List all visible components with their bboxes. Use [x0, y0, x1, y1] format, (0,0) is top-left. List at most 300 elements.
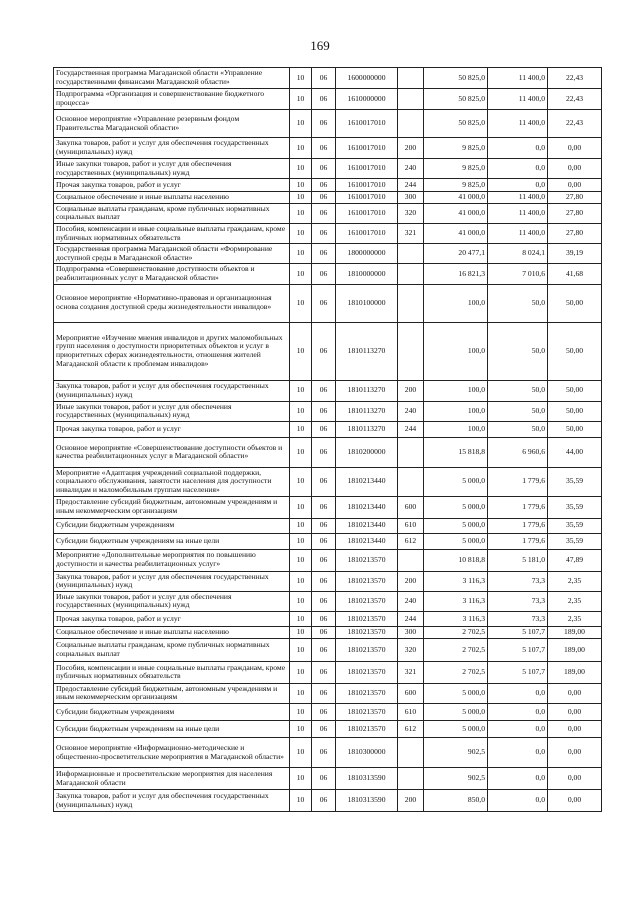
- row-fact: 0,0: [488, 179, 548, 192]
- row-subsection: 06: [312, 192, 336, 204]
- row-fact: 0,0: [488, 138, 548, 159]
- row-plan: 9 825,0: [424, 159, 488, 179]
- row-plan: 50 825,0: [424, 110, 488, 138]
- row-expense-type: [398, 68, 424, 89]
- row-target-code: 1610017010: [336, 159, 398, 179]
- row-subsection: 06: [312, 264, 336, 284]
- row-name: Иные закупки товаров, работ и услуг для обеспечения государственных (муниципальных) нужд: [54, 401, 290, 421]
- row-section: 10: [290, 626, 312, 638]
- row-target-code: 1810213440: [336, 533, 398, 549]
- row-section: 10: [290, 518, 312, 533]
- row-expense-type: 610: [398, 518, 424, 533]
- row-section: 10: [290, 591, 312, 611]
- row-subsection: 06: [312, 790, 336, 812]
- row-target-code: 1810213570: [336, 611, 398, 626]
- row-section: 10: [290, 533, 312, 549]
- row-section: 10: [290, 322, 312, 380]
- row-name: Прочая закупка товаров, работ и услуг: [54, 611, 290, 626]
- row-expense-type: 600: [398, 683, 424, 703]
- row-section: 10: [290, 467, 312, 496]
- row-target-code: 1810313590: [336, 768, 398, 790]
- row-subsection: 06: [312, 284, 336, 322]
- table-row: [54, 110, 602, 138]
- row-fact: 0,0: [488, 721, 548, 738]
- row-name: Прочая закупка товаров, работ и услуг: [54, 179, 290, 192]
- row-expense-type: [398, 264, 424, 284]
- page-number: 169: [310, 38, 330, 53]
- row-name: Социальные выплаты гражданам, кроме публичных нормативных социальных выплат: [54, 638, 290, 661]
- row-name: Предоставление субсидий бюджетным, автономным учреждениям и иным некоммерческим организациям: [54, 496, 290, 518]
- row-name: Закупка товаров, работ и услуг для обеспечения государственных (муниципальных) нужд: [54, 138, 290, 159]
- row-percent: 22,43: [548, 89, 602, 110]
- row-fact: 50,0: [488, 322, 548, 380]
- row-fact: 1 779,6: [488, 467, 548, 496]
- row-percent: 0,00: [548, 738, 602, 768]
- row-expense-type: 300: [398, 192, 424, 204]
- row-section: 10: [290, 192, 312, 204]
- row-name: Подпрограмма «Организация и совершенствование бюджетного процесса»: [54, 89, 290, 110]
- row-plan: 50 825,0: [424, 68, 488, 89]
- row-target-code: 1810213440: [336, 496, 398, 518]
- row-fact: 0,0: [488, 790, 548, 812]
- row-target-code: 1610000000: [336, 89, 398, 110]
- row-section: 10: [290, 110, 312, 138]
- row-fact: 11 400,0: [488, 89, 548, 110]
- row-subsection: 06: [312, 68, 336, 89]
- row-section: 10: [290, 223, 312, 243]
- row-section: 10: [290, 549, 312, 571]
- row-percent: 0,00: [548, 683, 602, 703]
- row-target-code: 1610017010: [336, 110, 398, 138]
- row-expense-type: [398, 244, 424, 264]
- table-row: [54, 518, 602, 533]
- row-expense-type: 244: [398, 179, 424, 192]
- row-expense-type: 244: [398, 611, 424, 626]
- row-section: 10: [290, 138, 312, 159]
- row-section: 10: [290, 401, 312, 421]
- row-percent: 27,80: [548, 223, 602, 243]
- row-subsection: 06: [312, 203, 336, 223]
- row-plan: 2 702,5: [424, 661, 488, 683]
- row-plan: 5 000,0: [424, 518, 488, 533]
- row-percent: 0,00: [548, 721, 602, 738]
- row-expense-type: 200: [398, 138, 424, 159]
- row-section: 10: [290, 203, 312, 223]
- row-target-code: 1600000000: [336, 68, 398, 89]
- row-name: Основное мероприятие «Управление резервным фондом Правительства Магаданской области»: [54, 110, 290, 138]
- row-name: Иные закупки товаров, работ и услуг для обеспечения государственных (муниципальных) нужд: [54, 591, 290, 611]
- row-plan: 20 477,1: [424, 244, 488, 264]
- row-plan: 2 702,5: [424, 626, 488, 638]
- row-section: 10: [290, 496, 312, 518]
- row-expense-type: 200: [398, 571, 424, 591]
- row-percent: 50,00: [548, 322, 602, 380]
- row-section: 10: [290, 704, 312, 721]
- row-percent: 0,00: [548, 704, 602, 721]
- row-target-code: 1610017010: [336, 138, 398, 159]
- row-fact: 5 107,7: [488, 626, 548, 638]
- table-row: [54, 591, 602, 611]
- row-target-code: 1810213570: [336, 721, 398, 738]
- row-plan: 100,0: [424, 421, 488, 437]
- row-plan: 5 000,0: [424, 533, 488, 549]
- row-percent: 35,59: [548, 496, 602, 518]
- row-plan: 3 116,3: [424, 571, 488, 591]
- table-row: [54, 203, 602, 223]
- row-expense-type: [398, 322, 424, 380]
- row-section: 10: [290, 661, 312, 683]
- row-target-code: 1610017010: [336, 223, 398, 243]
- row-plan: 2 702,5: [424, 638, 488, 661]
- row-name: Информационные и просветительские мероприятия для населения Магаданской области: [54, 768, 290, 790]
- row-name: Подпрограмма «Совершенствование доступности объектов и реабилитационных услуг в Магаданской области»: [54, 264, 290, 284]
- table-row: [54, 68, 602, 89]
- row-plan: 902,5: [424, 738, 488, 768]
- row-fact: 73,3: [488, 611, 548, 626]
- row-name: Государственная программа Магаданской области «Управление государственными финансами Магаданской области»: [54, 68, 290, 89]
- row-expense-type: [398, 110, 424, 138]
- row-fact: 7 010,6: [488, 264, 548, 284]
- row-percent: 0,00: [548, 790, 602, 812]
- row-plan: 9 825,0: [424, 138, 488, 159]
- row-target-code: 1800000000: [336, 244, 398, 264]
- row-plan: 41 000,0: [424, 192, 488, 204]
- row-fact: 6 960,6: [488, 437, 548, 467]
- row-name: Субсидии бюджетным учреждениям: [54, 704, 290, 721]
- row-expense-type: 240: [398, 159, 424, 179]
- row-subsection: 06: [312, 683, 336, 703]
- row-percent: 0,00: [548, 159, 602, 179]
- row-name: Мероприятие «Дополнительные мероприятия по повышению доступности и качества реабилитационных услуг»: [54, 549, 290, 571]
- row-percent: 27,80: [548, 203, 602, 223]
- row-percent: 0,00: [548, 179, 602, 192]
- table-row: [54, 284, 602, 322]
- row-percent: 22,43: [548, 68, 602, 89]
- row-target-code: 1810113270: [336, 401, 398, 421]
- row-section: 10: [290, 738, 312, 768]
- row-name: Основное мероприятие «Информационно-методические и общественно-просветительские мероприятия в Магаданской области»: [54, 738, 290, 768]
- row-target-code: 1810213570: [336, 661, 398, 683]
- row-fact: 11 400,0: [488, 110, 548, 138]
- table-row: [54, 738, 602, 768]
- table-row: [54, 721, 602, 738]
- row-section: 10: [290, 264, 312, 284]
- table-row: [54, 192, 602, 204]
- row-subsection: 06: [312, 768, 336, 790]
- row-target-code: 1810213570: [336, 704, 398, 721]
- table-row: [54, 549, 602, 571]
- row-subsection: 06: [312, 626, 336, 638]
- row-subsection: 06: [312, 437, 336, 467]
- row-name: Закупка товаров, работ и услуг для обеспечения государственных (муниципальных) нужд: [54, 571, 290, 591]
- row-target-code: 1810113270: [336, 380, 398, 401]
- row-percent: 44,00: [548, 437, 602, 467]
- table-row: [54, 138, 602, 159]
- row-name: Социальное обеспечение и иные выплаты населению: [54, 626, 290, 638]
- row-section: 10: [290, 68, 312, 89]
- row-percent: 50,00: [548, 421, 602, 437]
- row-target-code: 1810113270: [336, 322, 398, 380]
- row-name: Закупка товаров, работ и услуг для обеспечения государственных (муниципальных) нужд: [54, 380, 290, 401]
- row-target-code: 1810213570: [336, 638, 398, 661]
- row-fact: 1 779,6: [488, 496, 548, 518]
- row-plan: 10 818,8: [424, 549, 488, 571]
- row-target-code: 1810213440: [336, 518, 398, 533]
- row-plan: 15 818,8: [424, 437, 488, 467]
- row-name: Мероприятие «Изучение мнения инвалидов и других маломобильных групп населения о доступности приоритетных объектов и услуг в приоритетных сферах жизнедеятельности, отношения жителей Магаданской области к проблемам инвалидов»: [54, 322, 290, 380]
- row-percent: 50,00: [548, 284, 602, 322]
- row-subsection: 06: [312, 571, 336, 591]
- row-expense-type: 600: [398, 496, 424, 518]
- row-subsection: 06: [312, 138, 336, 159]
- row-plan: 9 825,0: [424, 179, 488, 192]
- row-expense-type: 321: [398, 661, 424, 683]
- row-plan: 41 000,0: [424, 203, 488, 223]
- row-expense-type: 321: [398, 223, 424, 243]
- row-target-code: 1810300000: [336, 738, 398, 768]
- row-target-code: 1810100000: [336, 284, 398, 322]
- row-subsection: 06: [312, 549, 336, 571]
- row-target-code: 1810200000: [336, 437, 398, 467]
- row-percent: 41,68: [548, 264, 602, 284]
- row-expense-type: [398, 89, 424, 110]
- row-fact: 11 400,0: [488, 68, 548, 89]
- row-target-code: 1810213440: [336, 467, 398, 496]
- row-target-code: 1610017010: [336, 192, 398, 204]
- row-expense-type: [398, 437, 424, 467]
- row-fact: 50,0: [488, 284, 548, 322]
- row-percent: 22,43: [548, 110, 602, 138]
- row-expense-type: 320: [398, 203, 424, 223]
- table-row: [54, 638, 602, 661]
- row-subsection: 06: [312, 159, 336, 179]
- table-row: [54, 611, 602, 626]
- row-target-code: 1810113270: [336, 421, 398, 437]
- row-subsection: 06: [312, 322, 336, 380]
- row-plan: 100,0: [424, 401, 488, 421]
- table-row: [54, 159, 602, 179]
- row-fact: 1 779,6: [488, 518, 548, 533]
- row-fact: 11 400,0: [488, 223, 548, 243]
- row-section: 10: [290, 790, 312, 812]
- row-subsection: 06: [312, 179, 336, 192]
- row-section: 10: [290, 159, 312, 179]
- row-percent: 189,00: [548, 638, 602, 661]
- table-row: [54, 768, 602, 790]
- row-plan: 100,0: [424, 284, 488, 322]
- row-name: Пособия, компенсации и иные социальные выплаты гражданам, кроме публичных нормативных обязательств: [54, 223, 290, 243]
- table-row: [54, 401, 602, 421]
- row-expense-type: 320: [398, 638, 424, 661]
- table-row: [54, 571, 602, 591]
- row-plan: 3 116,3: [424, 591, 488, 611]
- row-section: 10: [290, 571, 312, 591]
- table-row: [54, 683, 602, 703]
- table-row: [54, 179, 602, 192]
- table-row: [54, 661, 602, 683]
- row-fact: 0,0: [488, 159, 548, 179]
- row-name: Основное мероприятие «Совершенствование доступности объектов и качества реабилитационных услуг в Магаданской области»: [54, 437, 290, 467]
- row-subsection: 06: [312, 89, 336, 110]
- row-percent: 0,00: [548, 138, 602, 159]
- table-row: [54, 223, 602, 243]
- row-expense-type: [398, 768, 424, 790]
- row-plan: 41 000,0: [424, 223, 488, 243]
- row-subsection: 06: [312, 496, 336, 518]
- table-row: [54, 790, 602, 812]
- row-name: Государственная программа Магаданской области «Формирование доступной среды в Магаданской области»: [54, 244, 290, 264]
- row-target-code: 1810313590: [336, 790, 398, 812]
- row-name: Субсидии бюджетным учреждениям на иные цели: [54, 721, 290, 738]
- row-section: 10: [290, 89, 312, 110]
- row-fact: 5 181,0: [488, 549, 548, 571]
- row-percent: 35,59: [548, 533, 602, 549]
- row-section: 10: [290, 284, 312, 322]
- row-plan: 3 116,3: [424, 611, 488, 626]
- row-fact: 8 024,1: [488, 244, 548, 264]
- row-fact: 5 107,7: [488, 661, 548, 683]
- row-section: 10: [290, 421, 312, 437]
- row-expense-type: [398, 738, 424, 768]
- row-expense-type: 200: [398, 790, 424, 812]
- row-target-code: 1810213570: [336, 571, 398, 591]
- row-percent: 39,19: [548, 244, 602, 264]
- row-name: Иные закупки товаров, работ и услуг для обеспечения государственных (муниципальных) нужд: [54, 159, 290, 179]
- row-expense-type: [398, 284, 424, 322]
- row-target-code: 1810213570: [336, 683, 398, 703]
- row-name: Основное мероприятие «Нормативно-правовая и организационная основа создания доступной среды жизнедеятельности инвалидов»: [54, 284, 290, 322]
- table-row: [54, 244, 602, 264]
- row-percent: 0,00: [548, 768, 602, 790]
- row-plan: 16 821,3: [424, 264, 488, 284]
- row-name: Закупка товаров, работ и услуг для обеспечения государственных (муниципальных) нужд: [54, 790, 290, 812]
- row-percent: 27,80: [548, 192, 602, 204]
- row-percent: 189,00: [548, 626, 602, 638]
- row-plan: 5 000,0: [424, 496, 488, 518]
- row-section: 10: [290, 244, 312, 264]
- row-fact: 50,0: [488, 421, 548, 437]
- table-row: [54, 380, 602, 401]
- row-expense-type: 244: [398, 421, 424, 437]
- row-target-code: 1810213570: [336, 549, 398, 571]
- row-expense-type: 240: [398, 591, 424, 611]
- row-fact: 73,3: [488, 591, 548, 611]
- row-plan: 5 000,0: [424, 467, 488, 496]
- row-subsection: 06: [312, 721, 336, 738]
- row-section: 10: [290, 437, 312, 467]
- row-subsection: 06: [312, 591, 336, 611]
- row-expense-type: [398, 467, 424, 496]
- row-fact: 50,0: [488, 401, 548, 421]
- row-section: 10: [290, 179, 312, 192]
- table-row: [54, 437, 602, 467]
- row-subsection: 06: [312, 518, 336, 533]
- row-fact: 11 400,0: [488, 192, 548, 204]
- row-name: Социальные выплаты гражданам, кроме публичных нормативных социальных выплат: [54, 203, 290, 223]
- row-fact: 1 779,6: [488, 533, 548, 549]
- row-expense-type: 300: [398, 626, 424, 638]
- table-row: [54, 533, 602, 549]
- row-target-code: 1810213570: [336, 626, 398, 638]
- row-fact: 11 400,0: [488, 203, 548, 223]
- row-subsection: 06: [312, 223, 336, 243]
- row-expense-type: [398, 549, 424, 571]
- row-expense-type: 612: [398, 533, 424, 549]
- row-subsection: 06: [312, 401, 336, 421]
- row-subsection: 06: [312, 661, 336, 683]
- row-section: 10: [290, 638, 312, 661]
- row-fact: 0,0: [488, 738, 548, 768]
- row-expense-type: 200: [398, 380, 424, 401]
- row-section: 10: [290, 683, 312, 703]
- row-plan: 5 000,0: [424, 704, 488, 721]
- row-percent: 2,35: [548, 611, 602, 626]
- row-plan: 850,0: [424, 790, 488, 812]
- row-percent: 50,00: [548, 380, 602, 401]
- row-target-code: 1610017010: [336, 203, 398, 223]
- row-percent: 50,00: [548, 401, 602, 421]
- table-row: [54, 496, 602, 518]
- row-plan: 100,0: [424, 322, 488, 380]
- row-subsection: 06: [312, 738, 336, 768]
- row-expense-type: 610: [398, 704, 424, 721]
- row-target-code: 1810000000: [336, 264, 398, 284]
- row-section: 10: [290, 768, 312, 790]
- row-fact: 0,0: [488, 768, 548, 790]
- row-fact: 0,0: [488, 704, 548, 721]
- row-name: Предоставление субсидий бюджетным, автономным учреждениям и иным некоммерческим организациям: [54, 683, 290, 703]
- table-row: [54, 89, 602, 110]
- table-row: [54, 322, 602, 380]
- row-name: Социальное обеспечение и иные выплаты населению: [54, 192, 290, 204]
- row-plan: 902,5: [424, 768, 488, 790]
- row-name: Субсидии бюджетным учреждениям на иные цели: [54, 533, 290, 549]
- row-subsection: 06: [312, 467, 336, 496]
- row-percent: 2,35: [548, 591, 602, 611]
- row-percent: 189,00: [548, 661, 602, 683]
- row-plan: 50 825,0: [424, 89, 488, 110]
- row-plan: 5 000,0: [424, 721, 488, 738]
- row-name: Прочая закупка товаров, работ и услуг: [54, 421, 290, 437]
- row-plan: 100,0: [424, 380, 488, 401]
- row-plan: 5 000,0: [424, 683, 488, 703]
- table-body: [54, 68, 602, 812]
- row-expense-type: 612: [398, 721, 424, 738]
- row-subsection: 06: [312, 611, 336, 626]
- row-subsection: 06: [312, 704, 336, 721]
- budget-table: [53, 67, 602, 812]
- row-percent: 35,59: [548, 518, 602, 533]
- row-section: 10: [290, 721, 312, 738]
- row-section: 10: [290, 380, 312, 401]
- row-subsection: 06: [312, 638, 336, 661]
- row-subsection: 06: [312, 380, 336, 401]
- row-subsection: 06: [312, 533, 336, 549]
- table-row: [54, 704, 602, 721]
- row-fact: 73,3: [488, 571, 548, 591]
- row-subsection: 06: [312, 421, 336, 437]
- row-expense-type: 240: [398, 401, 424, 421]
- row-name: Субсидии бюджетным учреждениям: [54, 518, 290, 533]
- row-section: 10: [290, 611, 312, 626]
- row-percent: 47,89: [548, 549, 602, 571]
- row-name: Мероприятие «Адаптация учреждений социальной поддержки, социального обслуживания, занятости населения для доступности инвалидам и маломобильным группам населения»: [54, 467, 290, 496]
- row-target-code: 1810213570: [336, 591, 398, 611]
- row-subsection: 06: [312, 110, 336, 138]
- row-fact: 5 107,7: [488, 638, 548, 661]
- row-target-code: 1610017010: [336, 179, 398, 192]
- row-subsection: 06: [312, 244, 336, 264]
